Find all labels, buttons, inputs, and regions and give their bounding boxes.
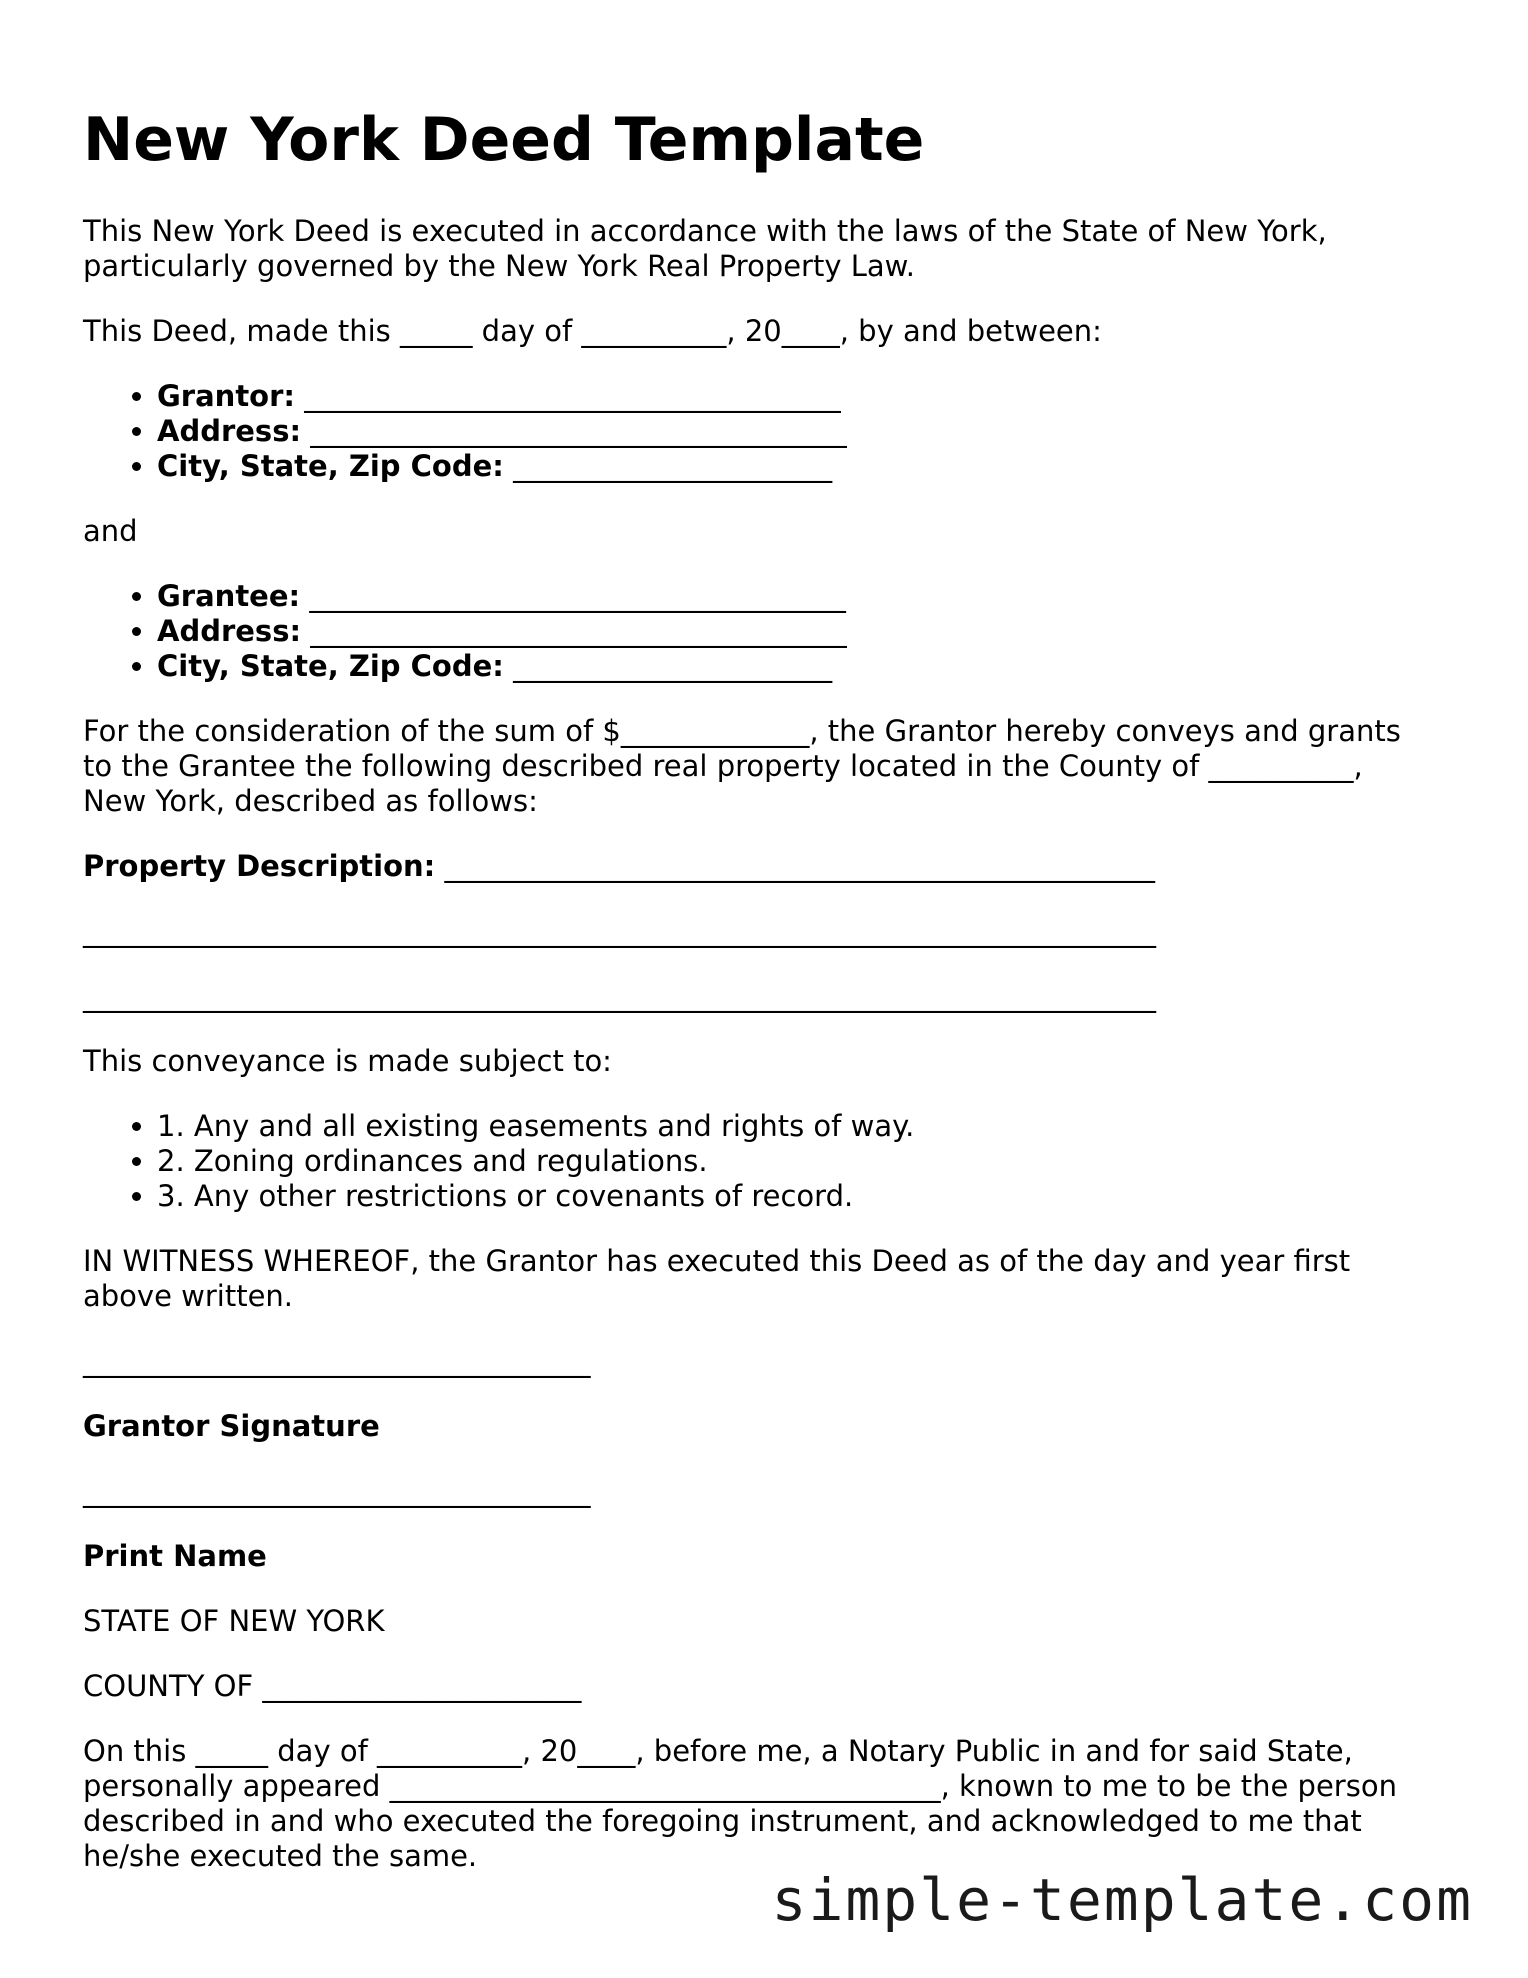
field-label: Grantee: — [157, 579, 301, 613]
county-line: COUNTY OF ______________________ — [83, 1669, 582, 1703]
grantor-address-field — [157, 414, 1463, 449]
state-line: STATE OF NEW YORK — [83, 1604, 385, 1638]
grantor-fields-list — [83, 379, 1463, 484]
grantor-city-state-zip-field — [157, 449, 1463, 484]
fill-blank: _____________________________________ — [300, 579, 846, 613]
print-name-label-text: Print Name — [83, 1539, 267, 1573]
property-blank-line-2: __________________________________________________________________________ — [83, 914, 1156, 948]
notary-line-1: On this _____ day of __________, 20____, before me, a Notary Public in and for said State, — [83, 1734, 1353, 1768]
witness-line-2: above written. — [83, 1279, 294, 1313]
grantor-signature-label — [83, 1409, 1463, 1444]
fill-blank: ______________________ — [503, 449, 833, 483]
grantor-signature-line: ___________________________________ — [83, 1344, 591, 1378]
fill-blank: _________________________________________________ — [435, 849, 1155, 883]
condition-item: • 3. Any other restrictions or covenants of record. — [157, 1179, 1463, 1214]
and-text: and — [83, 514, 138, 548]
grantee-city-state-zip-field — [157, 649, 1463, 684]
print-name-label — [83, 1539, 1463, 1574]
deed-made-line: This Deed, made this _____ day of __________, 20____, by and between: — [83, 314, 1102, 348]
fill-blank: _____________________________________ — [301, 414, 847, 448]
property-blank-line-3: __________________________________________________________________________ — [83, 979, 1156, 1013]
conditions-list — [83, 1109, 1463, 1214]
intro-line-1: This New York Deed is executed in accordance with the laws of the State of New York, — [83, 214, 1327, 248]
subject-to-heading: This conveyance is made subject to: — [83, 1044, 612, 1078]
print-name-line: ___________________________________ — [83, 1474, 591, 1508]
consideration-line-3: New York, described as follows: — [83, 784, 538, 818]
fill-blank: _____________________________________ — [301, 614, 847, 648]
field-label: City, State, Zip Code: — [157, 449, 504, 483]
property-description-line — [83, 849, 1463, 884]
notary-line-3: described in and who executed the foregoing instrument, and acknowledged to me that — [83, 1804, 1362, 1838]
deed-document — [83, 104, 1463, 1874]
grantee-name-field — [157, 579, 1463, 614]
condition-item: • 1. Any and all existing easements and rights of way. — [157, 1109, 1463, 1144]
intro-line-2: particularly governed by the New York Real Property Law. — [83, 249, 915, 283]
field-label: Address: — [157, 614, 302, 648]
notary-line-4: he/she executed the same. — [83, 1839, 478, 1873]
field-label: Address: — [157, 414, 302, 448]
witness-line-1: IN WITNESS WHEREOF, the Grantor has executed this Deed as of the day and year first — [83, 1244, 1351, 1278]
condition-item: • 2. Zoning ordinances and regulations. — [157, 1144, 1463, 1179]
grantee-fields-list — [83, 579, 1463, 684]
grantor-name-field — [157, 379, 1463, 414]
watermark-logo: simple-template.com — [771, 1866, 1473, 1934]
consideration-line-1: For the consideration of the sum of $_____________, the Grantor hereby conveys and grants — [83, 714, 1401, 748]
consideration-line-2: to the Grantee the following described real property located in the County of __________, — [83, 749, 1363, 783]
grantee-address-field — [157, 614, 1463, 649]
notary-line-2: personally appeared ______________________________________, known to me to be the person — [83, 1769, 1397, 1803]
fill-blank: _____________________________________ — [295, 379, 841, 413]
fill-blank: ______________________ — [503, 649, 833, 683]
document-title: New York Deed Template — [83, 105, 925, 175]
field-label: Grantor: — [157, 379, 296, 413]
field-label: City, State, Zip Code: — [157, 649, 504, 683]
property-description-label: Property Description: — [83, 849, 436, 883]
grantor-signature-label-text: Grantor Signature — [83, 1409, 380, 1443]
